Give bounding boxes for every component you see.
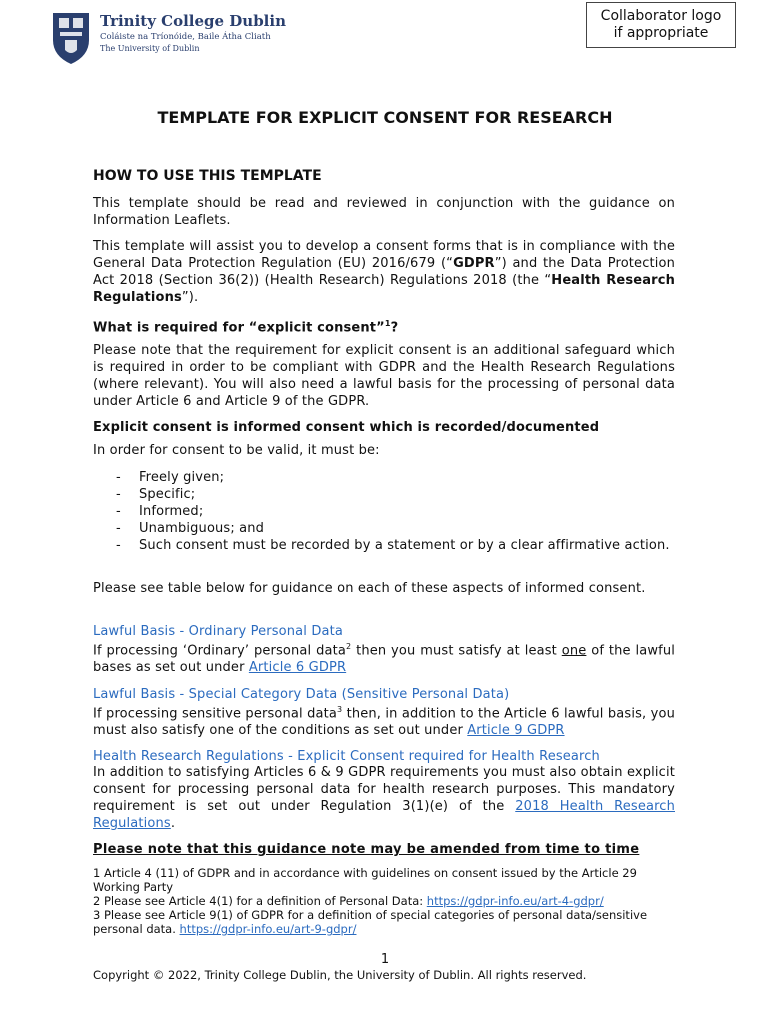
amendment-note: Please note that this guidance note may be amended from time to time — [93, 842, 640, 857]
lo-t3: one — [561, 643, 587, 659]
hrr-heading: Health Research Regulations - Explicit Consent required for Health Research — [93, 749, 600, 764]
informed-intro: In order for consent to be valid, it must be: — [93, 443, 380, 458]
gdpr-term: GDPR — [453, 256, 495, 271]
informed-heading: Explicit consent is informed consent which is recorded/documented — [93, 420, 600, 435]
footnote-ref-3: 3 — [336, 705, 343, 714]
hrr-term: Health Research Regulations — [93, 273, 675, 305]
lawful-special-heading: Lawful Basis - Special Category Data (Sensitive Personal Data) — [93, 687, 510, 702]
list-item: - Specific; — [93, 486, 675, 503]
footnotes — [93, 866, 683, 936]
lo-t4: of the lawful bases as set out under — [93, 643, 676, 676]
list-item: - Unambiguous; and — [93, 520, 675, 537]
article-6-link[interactable]: Article 6 GDPR — [248, 660, 347, 676]
hrr-t2: . — [170, 816, 176, 831]
hrr-t1: In addition to satisfying Articles 6 & 9 GDPR requirements you must also obtain explicit consent for processing personal data for health research purposes. This mandatory requirement is set out under Regulation 3(1)(e) of the — [93, 765, 675, 814]
collab-line2: if appropriate — [613, 25, 709, 41]
lawful-special-text — [93, 701, 675, 739]
howto-p1: This template should be read and reviewed in conjunction with the guidance on Information Leaflets. — [93, 196, 675, 228]
footnote-3 — [93, 908, 683, 936]
fn3-text: 3 Please see Article 9(1) of GDPR for a definition of special categories of personal data/sensitive personal data. — [93, 908, 648, 936]
howto-p2 — [93, 238, 675, 306]
list-item: - Informed; — [93, 503, 675, 520]
footnote-ref-1: 1 — [384, 319, 391, 328]
page-title: TEMPLATE FOR EXPLICIT CONSENT FOR RESEARCH — [157, 108, 613, 127]
explicit-heading-end: ? — [390, 320, 399, 336]
hrr-text — [93, 764, 675, 832]
lawful-ordinary-text — [93, 638, 675, 676]
hrr-link[interactable]: 2018 Health Research Regulations — [93, 799, 675, 831]
lawful-ordinary-heading: Lawful Basis - Ordinary Personal Data — [93, 624, 343, 639]
explicit-heading — [93, 315, 675, 336]
howto-p2-e: ”). — [181, 290, 199, 305]
list-item: - Such consent must be recorded by a statement or by a clear affirmative action. — [93, 537, 675, 554]
informed-outro: Please see table below for guidance on each of these aspects of informed consent. — [93, 581, 646, 596]
ls-t2: then, in addition to the Article 6 lawful basis, you must also satisfy one of the conditions as set out under — [93, 706, 675, 739]
explicit-heading-text: What is required for “explicit consent” — [93, 320, 385, 336]
informed-list-wrap — [93, 469, 675, 554]
howto-p2-c: ”) and the Data Protection Act 2018 (Section 36(2)) (Health Research) Regulations 2018 (the “ — [93, 256, 675, 288]
logo-subtitle: The University of Dublin — [100, 44, 200, 53]
collaborator-logo-box — [586, 2, 736, 48]
footnote-1: 1 Article 4 (11) of GDPR and in accordance with guidelines on consent issued by the Article 29 Working Party — [93, 866, 637, 894]
fn3-link[interactable]: https://gdpr-info.eu/art-9-gdpr/ — [179, 922, 357, 936]
article-9-link[interactable]: Article 9 GDPR — [467, 723, 565, 739]
tcd-logo — [50, 10, 286, 68]
logo-title: Trinity College Dublin — [100, 12, 286, 30]
logo-irish: Coláiste na Tríonóide, Baile Átha Cliath — [100, 32, 271, 42]
footnote-ref-2: 2 — [346, 642, 352, 651]
howto-p2-a: This template will assist you to develop a consent forms that is in compliance with the General Data Protection Regulation (EU) 2016/679 (“ — [93, 239, 675, 271]
footnote-2 — [93, 894, 683, 908]
explicit-paragraph: Please note that the requirement for explicit consent is an additional safeguard which is required in order to be compliant with GDPR and the Health Research Regulations (where relevant). You will also need a lawful basis for the processing of personal data under Article 6 and Article 9 of the GDPR. — [93, 343, 675, 409]
howto-heading: HOW TO USE THIS TEMPLATE — [93, 168, 322, 184]
page-number: 1 — [380, 952, 390, 967]
fn2-text: 2 Please see Article 4(1) for a definition of Personal Data: — [93, 894, 427, 908]
collab-line1: Collaborator logo — [600, 8, 722, 24]
fn2-link[interactable]: https://gdpr-info.eu/art-4-gdpr/ — [426, 894, 604, 908]
list-item: - Freely given; — [93, 469, 675, 486]
lo-t2: then you must satisfy at least — [351, 643, 562, 659]
lo-t1: If processing ‘Ordinary’ personal data — [93, 643, 346, 659]
copyright: Copyright © 2022, Trinity College Dublin, the University of Dublin. All rights reserved. — [93, 968, 587, 982]
tcd-crest-icon — [50, 10, 92, 66]
informed-list — [93, 469, 675, 554]
ls-t1: If processing sensitive personal data — [93, 706, 337, 722]
